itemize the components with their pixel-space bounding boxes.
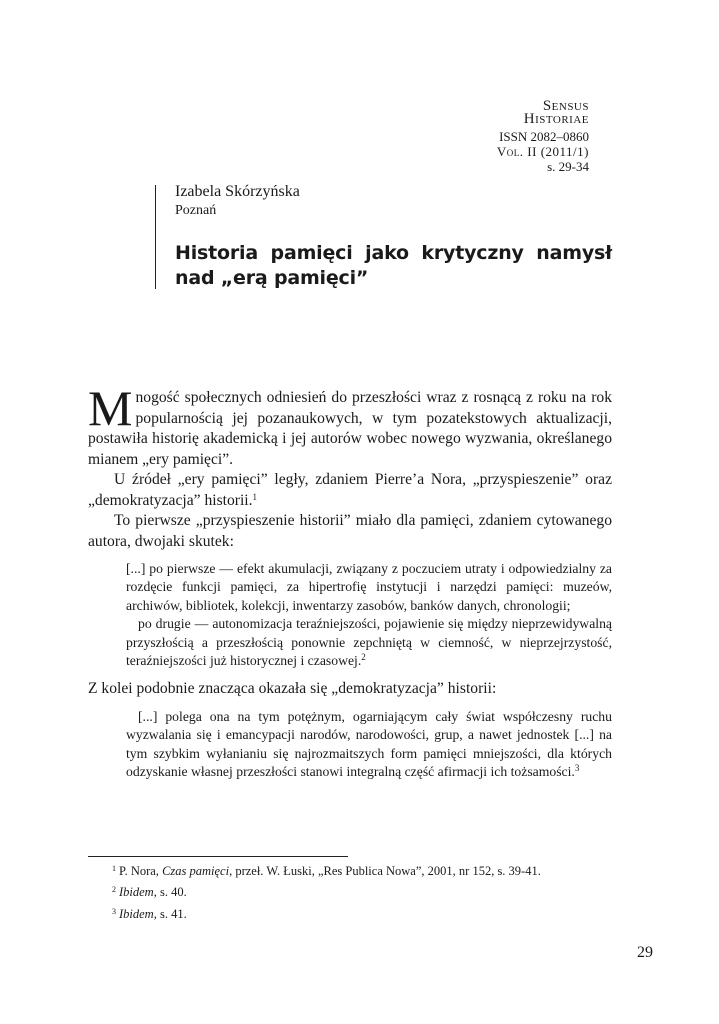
paragraph-3: To pierwsze „przyspieszenie historii” miało dla pamięci, zdaniem cytowanego autora, dwojaki skutek: [88,512,612,550]
footnote-ref-3[interactable]: 3 [574,763,580,774]
block-quote-1 [126,560,612,670]
footnote-3 [112,904,612,925]
footnotes [112,861,612,925]
page-number: 29 [637,944,653,961]
footnote-text: , s. 41. [153,906,187,921]
footnote-ref-1[interactable]: 1 [252,491,258,502]
article-body [88,380,612,791]
footnote-italic: Czas pamięci [162,864,230,878]
quote-1-part-b-text: po drugie — autonomizacja teraźniejszości, pojawienie się między nieprzewidywalną przyszłością a przeszłością ponownie zepchniętą w ciemność, w nieprzejrzystość, teraźniejszości już historycznej i czasowej. [126,616,612,669]
footnote-number: 2 [112,885,116,895]
journal-volume: Vol. II (2011/1) [496,144,589,159]
paragraph-1 [88,380,612,470]
footnote-2 [112,882,612,903]
footnote-ref-2[interactable]: 2 [361,652,366,663]
journal-name-line2: Historiae [523,111,589,127]
footnote-number: 1 [112,864,116,873]
paragraph-4: Z kolei podobnie znacząca okazała się „demokratyzacja” historii: [88,680,497,698]
footnote-separator [88,856,348,857]
footnote-text: P. Nora, [119,864,163,878]
journal-name-line1: Sensus [542,98,589,114]
footnote-italic: Ibidem [119,906,154,921]
quote-2-text-wrap [126,708,612,782]
article-title: Historia pamięci jako krytyczny namysł nad „erą pamięci” [175,242,612,289]
footnote-text: , przeł. W. Łuski, „Res Publica Nowa”, 2001, nr 152, s. 39-41. [229,864,541,878]
paragraph-1-text: nogość społecznych odniesień do przeszłości wraz z rosnącą z roku na rok popularnością jej pozanaukowych, w tym pozatekstowych aktualizacji, postawiła historię akademicką i jej autorów wobec nowego wyzwania, określanego mianem „ery pamięci”. [88,389,612,468]
title-rule [155,185,156,289]
article-affiliation: Poznań [175,203,217,218]
journal-pages: s. 29-34 [547,159,589,174]
article-author: Izabela Skórzyńska [175,183,300,200]
quote-1-part-b [126,615,612,670]
block-quote-2 [126,708,612,782]
footnote-italic: Ibidem [119,885,154,900]
drop-cap: M [88,380,133,436]
footnote-number: 3 [112,906,116,916]
footnote-text: , s. 40. [153,885,187,900]
journal-issn: ISSN 2082–0860 [499,129,589,144]
paragraph-2-text: U źródeł „ery pamięci” legły, zdaniem Pierre’a Nora, „przyspieszenie” oraz „demokratyzacja” historii. [88,471,612,509]
quote-2-text: [...] polega ona na tym potężnym, ogarniającym cały świat współczesny ruchu wyzwalania się i emancypacji narodów, narodowości, grup, a nawet jednostek [...] na tym szybkim wyłanianiu się najrozmaitszych form pamięci mniejszości, dla których odzyskanie własnej przeszłości stanowi integralną część afirmacji ich tożsamości. [126,708,612,780]
paragraph-2 [88,470,612,511]
quote-1-part-a: [...] po pierwsze — efekt akumulacji, związany z poczuciem utraty i odpowiedzialny za rozdęcie funkcji pamięci, za hipertrofię instytucji i narzędzi pamięci: muzeów, archiwów, bibliotek, kolekcji, inwentarzy zasobów, banków danych, chronologii; [126,561,612,613]
footnote-1 [112,861,612,882]
journal-header [429,100,589,174]
